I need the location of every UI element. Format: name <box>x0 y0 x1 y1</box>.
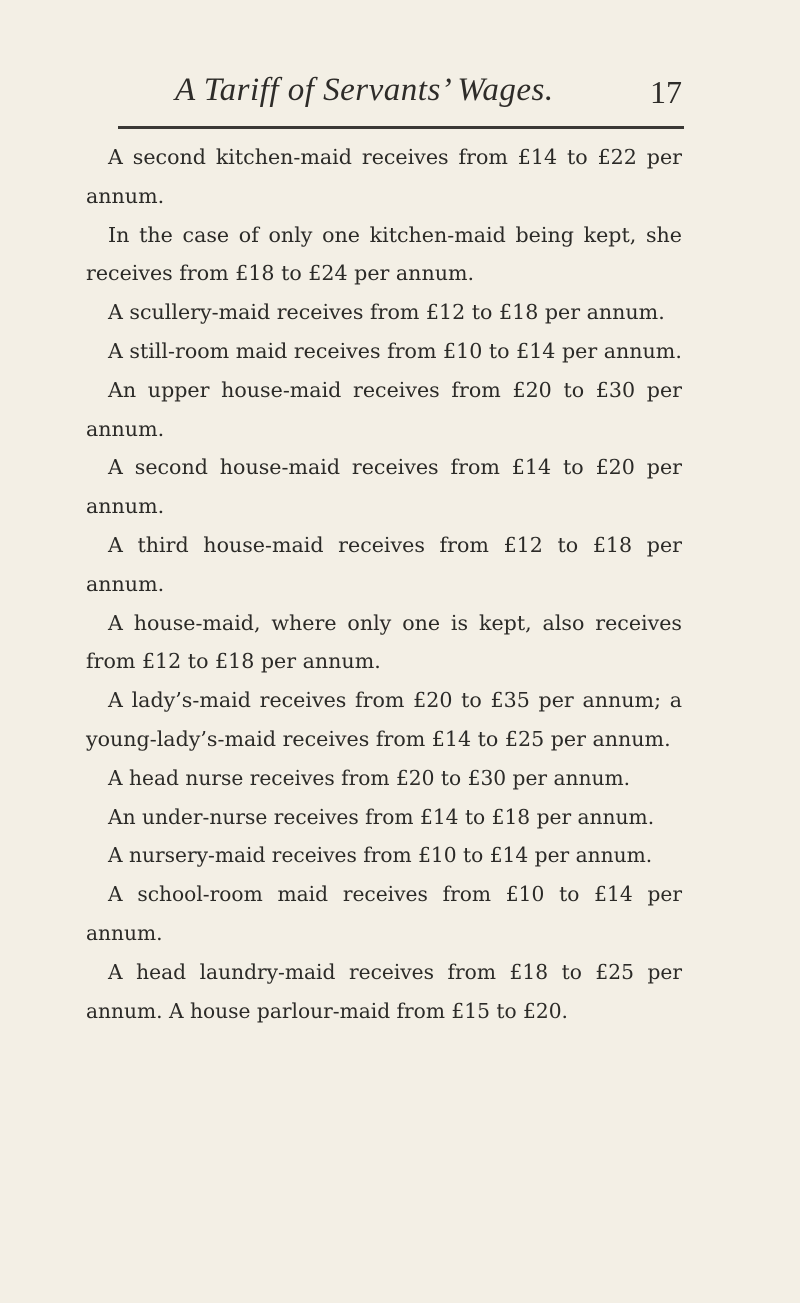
running-title: A Tariff of Servants’ Wages. <box>175 72 554 108</box>
paragraph-ladys-maid: A lady’s-maid receives from £20 to £35 per annum; a young-lady’s-maid receives from £14 to £25 per annum. <box>86 688 682 751</box>
paragraph-under-nurse: An under-nurse receives from £14 to £18 per annum. <box>108 804 655 829</box>
paragraph-head-nurse: A head nurse receives from £20 to £30 per annum. <box>108 765 631 790</box>
page-number: 17 <box>650 74 682 110</box>
paragraph-second-house-maid: A second house-maid receives from £14 to £20 per annum. <box>86 455 682 519</box>
paragraph-second-kitchen-maid: A second kitchen-maid receives from £14 to £22 per annum. <box>86 145 682 208</box>
paragraph-school-room-maid: A school-room maid receives from £10 to £14 per annum. <box>86 882 682 945</box>
paragraph-single-house-maid: A house-maid, where only one is kept, also receives from £12 to £18 per annum. <box>86 610 682 674</box>
paragraph-upper-house-maid: An upper house-maid receives from £20 to £30 per annum. <box>86 377 682 441</box>
header-rule <box>118 126 684 129</box>
paragraph-third-house-maid: A third house-maid receives from £12 to £18 per annum. <box>86 532 682 596</box>
wage-tariff-text <box>86 138 682 1030</box>
paragraph-laundry-and-parlour-maid: A head laundry-maid receives from £18 to £25 per annum. A house parlour-maid from £15 to £20. <box>86 959 682 1023</box>
paragraph-scullery-maid: A scullery-maid receives from £12 to £18 per annum. <box>108 300 665 325</box>
paragraph-only-kitchen-maid: In the case of only one kitchen-maid being kept, she receives from £18 to £24 per annum. <box>86 222 682 286</box>
page-header <box>0 72 800 112</box>
paragraph-nursery-maid: A nursery-maid receives from £10 to £14 per annum. <box>108 843 653 868</box>
paragraph-still-room-maid: A still-room maid receives from £10 to £14 per annum. <box>108 338 682 363</box>
